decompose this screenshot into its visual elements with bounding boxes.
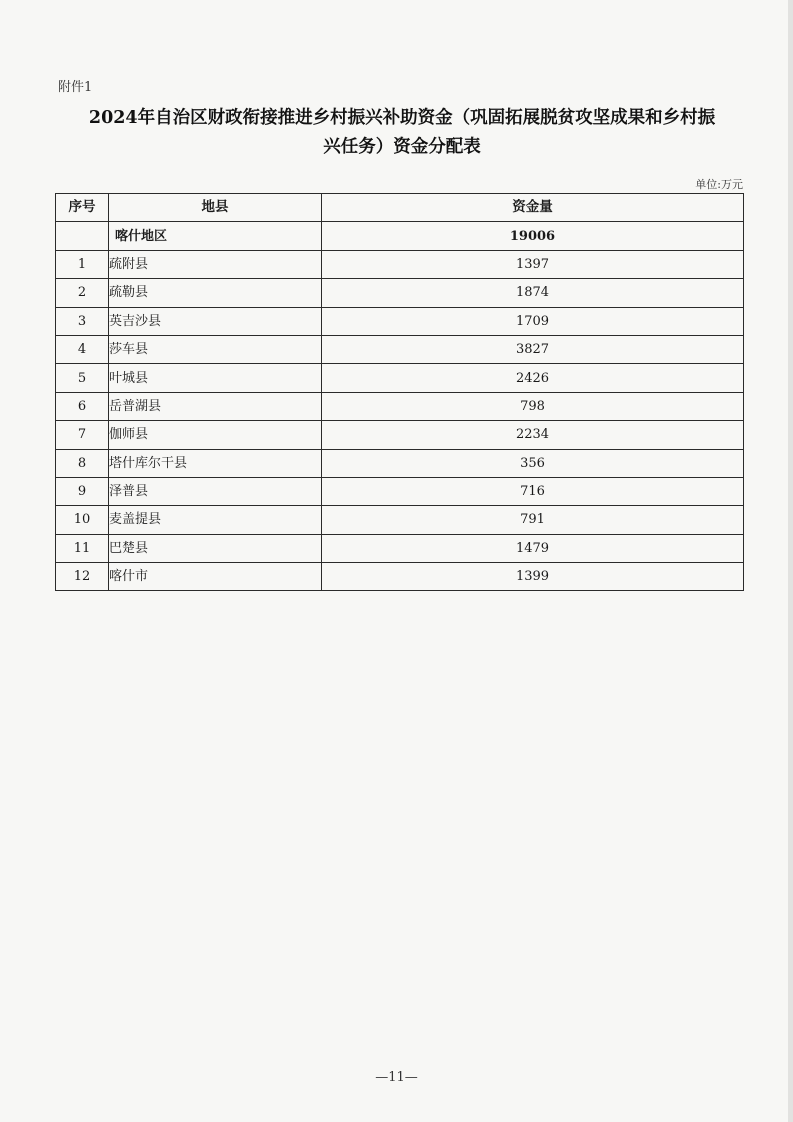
row-county: 英吉沙县	[109, 307, 322, 335]
row-county: 莎车县	[109, 335, 322, 363]
row-amount: 1479	[322, 534, 744, 562]
table-row	[56, 477, 744, 505]
table-row	[56, 364, 744, 392]
row-amount: 1709	[322, 307, 744, 335]
row-index: 5	[56, 364, 109, 392]
page-number: —11—	[375, 1070, 418, 1085]
table-row	[56, 307, 744, 335]
row-index: 3	[56, 307, 109, 335]
table-row	[56, 563, 744, 591]
table-row	[56, 506, 744, 534]
row-county: 疏附县	[109, 250, 322, 278]
total-county: 喀什地区	[109, 222, 322, 250]
row-county: 麦盖提县	[109, 506, 322, 534]
row-amount: 356	[322, 449, 744, 477]
table-row	[56, 392, 744, 420]
table-row	[56, 421, 744, 449]
table-row	[56, 449, 744, 477]
unit-label: 单位:万元	[695, 178, 743, 191]
row-county: 喀什市	[109, 563, 322, 591]
row-index: 8	[56, 449, 109, 477]
total-amount: 19006	[322, 222, 744, 250]
row-county: 塔什库尔干县	[109, 449, 322, 477]
attachment-label: 附件1	[58, 80, 93, 95]
document-title-line-2: 兴任务）资金分配表	[323, 137, 481, 157]
row-index: 11	[56, 534, 109, 562]
table-total-row	[56, 222, 744, 250]
row-county: 叶城县	[109, 364, 322, 392]
row-index: 1	[56, 250, 109, 278]
document-title	[52, 104, 752, 162]
row-amount: 3827	[322, 335, 744, 363]
row-amount: 1399	[322, 563, 744, 591]
header-index: 序号	[56, 194, 109, 222]
row-index: 12	[56, 563, 109, 591]
table-row	[56, 250, 744, 278]
row-index: 10	[56, 506, 109, 534]
allocation-table	[55, 193, 744, 591]
row-amount: 1397	[322, 250, 744, 278]
row-amount: 2426	[322, 364, 744, 392]
page-edge-shadow	[788, 0, 793, 1122]
row-amount: 2234	[322, 421, 744, 449]
row-index: 7	[56, 421, 109, 449]
header-county: 地县	[109, 194, 322, 222]
table-row	[56, 534, 744, 562]
document-title-line-1: 2024年自治区财政衔接推进乡村振兴补助资金（巩固拓展脱贫攻坚成果和乡村振	[88, 108, 716, 128]
row-county: 泽普县	[109, 477, 322, 505]
row-amount: 716	[322, 477, 744, 505]
row-index: 6	[56, 392, 109, 420]
header-amount: 资金量	[322, 194, 744, 222]
row-index: 2	[56, 279, 109, 307]
row-index: 9	[56, 477, 109, 505]
row-amount: 1874	[322, 279, 744, 307]
table-row	[56, 335, 744, 363]
row-index: 4	[56, 335, 109, 363]
table-header-row	[56, 194, 744, 222]
row-county: 疏勒县	[109, 279, 322, 307]
table-row	[56, 279, 744, 307]
row-county: 岳普湖县	[109, 392, 322, 420]
row-county: 巴楚县	[109, 534, 322, 562]
row-amount: 791	[322, 506, 744, 534]
total-index	[56, 222, 109, 250]
row-county: 伽师县	[109, 421, 322, 449]
row-amount: 798	[322, 392, 744, 420]
